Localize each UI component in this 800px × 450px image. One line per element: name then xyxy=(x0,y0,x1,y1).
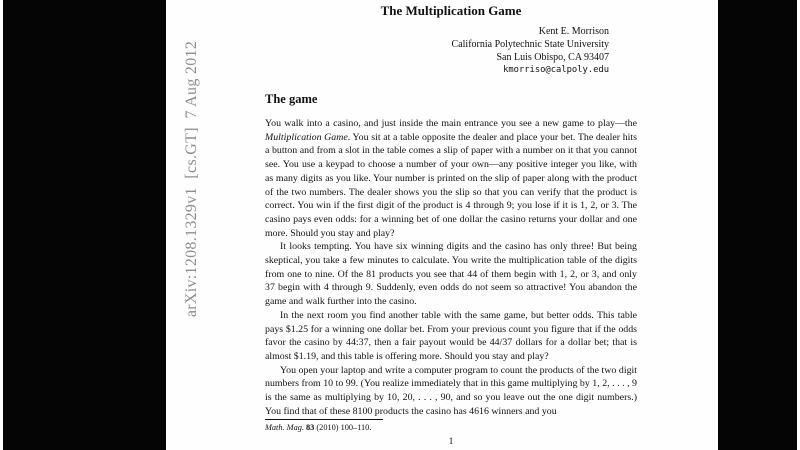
author-affiliation: California Polytechnic State University xyxy=(451,39,609,50)
author-address: San Luis Obispo, CA 93407 xyxy=(496,52,609,63)
paragraph-1-text: You walk into a casino, and just inside the main entrance you see a new game to play—the xyxy=(265,118,637,129)
paragraph-2: It looks tempting. You have six winning digits and the casino has only three! But being skeptical, you take a few minutes to calculate. You write the multiplication table of the digits from one to nine. Of the 81 products you see that 44 of them begin with 1, 2, or 3, and only 37 begin with 4 through 9. Suddenly, even odds do not seem so attractive! You abandon the game and walk further into the casino. xyxy=(265,241,637,308)
paper-title: The Multiplication Game xyxy=(380,3,522,18)
journal-volume: 83 xyxy=(306,423,315,432)
journal-name: Math. Mag. xyxy=(265,423,304,432)
paragraph-4: You open your laptop and write a computer program to count the products of the two digit numbers from 10 to 99. (You realize immediately that in this game multiplying by 1, 2, . . . , 9 is the same as multiplying by 10, 20, . . . , 90, and so you leave out the one digit numbers.) You find that of these 8100 products the casino has 4616 winners and you xyxy=(265,364,637,417)
footnote-area xyxy=(265,419,637,450)
paper-content xyxy=(265,0,637,450)
paragraph-1-text-continued: . You sit at a table opposite the dealer and place your bet. The dealer hits a button and from a slot in the table comes a slip of paper with a number on it that you cannot see. You use a keypad to choose a number of your own—any positive integer you like, with as many digits as you like. Your number is printed on the slip of paper along with the product of the two numbers. The dealer shows you the slip so that you can verify that the product is correct. You win if the first digit of the product is 4 through 9; you lose if it is 1, 2, or 3. The casino pays even odds: for a winning bet of one dollar the casino returns your dollar and one more. Should you stay and play? xyxy=(265,131,637,239)
pdf-page xyxy=(166,0,718,450)
paragraph-1 xyxy=(265,117,637,240)
page-number: 1 xyxy=(448,437,454,447)
footnote-rule xyxy=(265,419,383,420)
journal-citation xyxy=(265,423,637,433)
arxiv-stamp: arXiv:1208.1329v1 [cs.GT] 7 Aug 2012 xyxy=(183,40,200,318)
paragraph-3: In the next room you find another table with the same game, but better odds. This table pays $1.25 for a winning one dollar bet. From your previous count you figure that if the odds favor the casino by 44:37, then a fair payout would be 44/37 dollars for a dollar bet; that is almost $1.19, and this table is offering more. Should you stay and play? xyxy=(265,309,637,362)
author-name: Kent E. Morrison xyxy=(538,26,609,37)
author-block xyxy=(265,25,637,76)
journal-pages: (2010) 100–110. xyxy=(316,423,372,432)
section-heading-the-game: The game xyxy=(265,92,318,106)
author-email: kmorriso@calpoly.edu xyxy=(503,65,609,75)
game-name-italic: Multiplication Game xyxy=(265,131,348,143)
left-edge xyxy=(0,0,3,450)
